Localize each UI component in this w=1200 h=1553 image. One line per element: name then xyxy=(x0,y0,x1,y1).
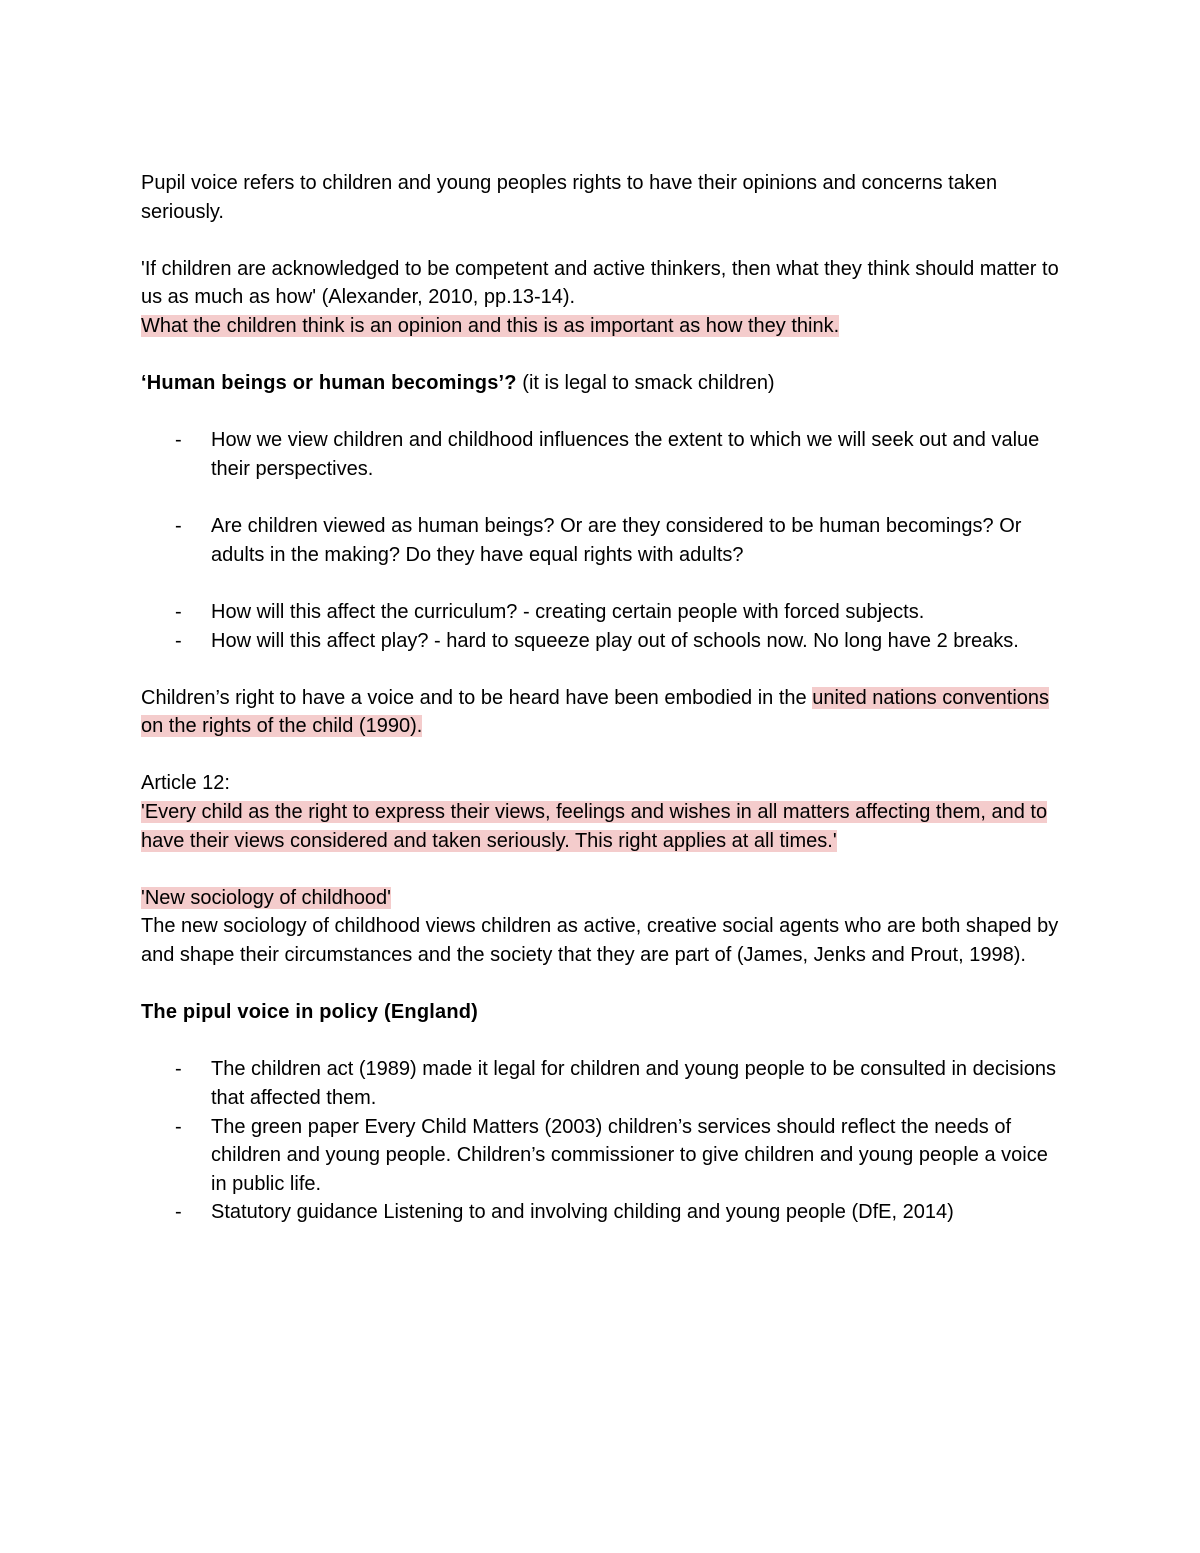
bullet-list-views xyxy=(141,426,1061,483)
highlighted-text: united nations conventions on the rights of the child (1990). xyxy=(141,686,1050,738)
section-heading-human-beings xyxy=(141,369,1061,398)
article-quote xyxy=(141,798,1061,855)
sociology-paragraph: The new sociology of childhood views children as active, creative social agents who are both shaped by and shape their circumstances and the society that they are part of (James, Jenks and Prout, 1998). xyxy=(141,915,1059,967)
highlighted-text: 'Every child as the right to express their views, feelings and wishes in all matters affecting them, and to have their views considered and taken seriously. This right applies at all times.' xyxy=(141,801,1048,852)
sociology-title xyxy=(141,884,1061,913)
quote-interpretation xyxy=(141,312,1061,341)
highlighted-text: What the children think is an opinion and this is as important as how they think. xyxy=(141,314,840,337)
uncrc-paragraph xyxy=(141,684,1061,741)
list-item: - The children act (1989) made it legal for children and young people to be consulted in decisions that affected them. xyxy=(141,1055,1061,1112)
intro-paragraph: Pupil voice refers to children and young peoples rights to have their opinions and concerns taken seriously. xyxy=(141,172,998,223)
document-body xyxy=(141,169,1061,1227)
article-label: Article 12: xyxy=(141,772,230,795)
bullet-list-effects xyxy=(141,598,1061,655)
list-item: - Are children viewed as human beings? Or are they considered to be human becomings? Or adults in the making? Do they have equal rights with adults? xyxy=(141,512,1061,569)
policy-heading xyxy=(141,998,1061,1027)
heading-bold: The pipul voice in policy (England) xyxy=(141,1001,479,1024)
bullet-list-questions xyxy=(141,512,1061,569)
list-item: - Statutory guidance Listening to and involving childing and young people (DfE, 2014) xyxy=(141,1198,1061,1227)
heading-note: (it is legal to smack children) xyxy=(516,372,775,395)
list-item: - The green paper Every Child Matters (2003) children’s services should reflect the needs of children and young people. Children’s commissioner to give children and young people a voice in public life. xyxy=(141,1113,1061,1199)
list-item: - How will this affect the curriculum? - creating certain people with forced subjects. xyxy=(141,598,1061,627)
heading-bold: ‘Human beings or human becomings’? xyxy=(141,372,517,395)
alexander-quote: 'If children are acknowledged to be competent and active thinkers, then what they think should matter to us as much as how' (Alexander, 2010, pp.13-14). xyxy=(141,257,1059,309)
bullet-list-policy xyxy=(141,1055,1061,1227)
uncrc-text: Children’s right to have a voice and to be heard have been embodied in the xyxy=(141,686,813,709)
list-item: - How will this affect play? - hard to squeeze play out of schools now. No long have 2 breaks. xyxy=(141,627,1061,656)
highlighted-text: 'New sociology of childhood' xyxy=(141,886,391,909)
list-item: - How we view children and childhood influences the extent to which we will seek out and value their perspectives. xyxy=(141,426,1061,483)
